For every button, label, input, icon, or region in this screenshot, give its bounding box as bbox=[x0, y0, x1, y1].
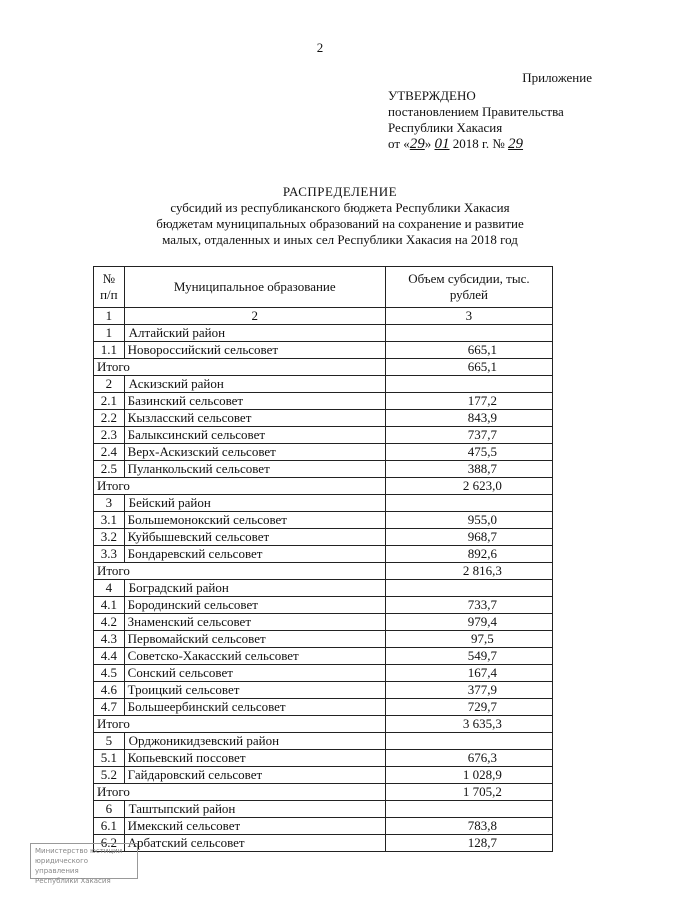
municipality-name: Копьевский поссовет bbox=[124, 750, 385, 767]
table-row bbox=[94, 597, 553, 614]
table-row bbox=[94, 682, 553, 699]
total-value: 1 705,2 bbox=[385, 784, 552, 801]
table-row bbox=[94, 835, 553, 852]
table-row bbox=[94, 410, 553, 427]
row-number: 4.4 bbox=[94, 648, 125, 665]
municipality-name: Базинский сельсовет bbox=[124, 393, 385, 410]
subsidy-value bbox=[385, 325, 552, 342]
table-row bbox=[94, 512, 553, 529]
approval-line-2: Республики Хакасия bbox=[388, 120, 503, 135]
subsidy-table bbox=[93, 266, 553, 852]
stamp-line-2: юридического управления bbox=[35, 857, 89, 875]
subsidy-value: 843,9 bbox=[385, 410, 552, 427]
column-number-row bbox=[94, 308, 553, 325]
municipality-name: Бородинский сельсовет bbox=[124, 597, 385, 614]
table-row bbox=[94, 818, 553, 835]
municipality-name: Балыксинский сельсовет bbox=[124, 427, 385, 444]
table-row bbox=[94, 631, 553, 648]
title-heading: РАСПРЕДЕЛЕНИЕ bbox=[282, 184, 398, 199]
total-label: Итого bbox=[94, 478, 386, 495]
subsidy-value: 549,7 bbox=[385, 648, 552, 665]
stamp-line-3: Республики Хакасия bbox=[35, 877, 111, 885]
table-row bbox=[94, 648, 553, 665]
subsidy-value: 665,1 bbox=[385, 342, 552, 359]
document-title bbox=[0, 184, 680, 248]
table-row bbox=[94, 614, 553, 631]
subsidy-value: 388,7 bbox=[385, 461, 552, 478]
date-day: 29 bbox=[409, 136, 425, 152]
total-row bbox=[94, 563, 553, 580]
total-value: 3 635,3 bbox=[385, 716, 552, 733]
row-number: 4.6 bbox=[94, 682, 125, 699]
subsidy-value: 377,9 bbox=[385, 682, 552, 699]
row-number: 4.1 bbox=[94, 597, 125, 614]
municipality-name: Куйбышевский сельсовет bbox=[124, 529, 385, 546]
row-number: 2.3 bbox=[94, 427, 125, 444]
table-row bbox=[94, 461, 553, 478]
subsidy-value: 783,8 bbox=[385, 818, 552, 835]
date-month: 01 bbox=[434, 136, 450, 152]
municipality-name: Верх-Аскизский сельсовет bbox=[124, 444, 385, 461]
stamp-line-1: Министерство юстиции bbox=[35, 847, 123, 855]
subsidy-value: 177,2 bbox=[385, 393, 552, 410]
total-row bbox=[94, 359, 553, 376]
municipality-name: Большеербинский сельсовет bbox=[124, 699, 385, 716]
municipality-name: Новороссийский сельсовет bbox=[124, 342, 385, 359]
municipality-name: Алтайский район bbox=[124, 325, 385, 342]
table-row bbox=[94, 546, 553, 563]
total-value: 2 623,0 bbox=[385, 478, 552, 495]
colnum-2: 2 bbox=[124, 308, 385, 325]
subsidy-value: 733,7 bbox=[385, 597, 552, 614]
subsidy-value: 475,5 bbox=[385, 444, 552, 461]
table-row bbox=[94, 767, 553, 784]
row-number: 1 bbox=[94, 325, 125, 342]
date-prefix: от « bbox=[388, 136, 410, 151]
row-number: 3 bbox=[94, 495, 125, 512]
colnum-1: 1 bbox=[94, 308, 125, 325]
table-row bbox=[94, 699, 553, 716]
title-line-1: субсидий из республиканского бюджета Республики Хакасия bbox=[170, 200, 510, 215]
row-number: 3.1 bbox=[94, 512, 125, 529]
table-row bbox=[94, 750, 553, 767]
municipality-name: Таштыпский район bbox=[124, 801, 385, 818]
date-sep: » bbox=[424, 136, 435, 151]
row-number: 6.2 bbox=[94, 835, 125, 852]
subsidy-value: 676,3 bbox=[385, 750, 552, 767]
subsidy-value bbox=[385, 495, 552, 512]
decree-number: 29 bbox=[508, 136, 524, 152]
table-row bbox=[94, 427, 553, 444]
municipality-name: Орджоникидзевский район bbox=[124, 733, 385, 750]
subsidy-value: 128,7 bbox=[385, 835, 552, 852]
table-row bbox=[94, 444, 553, 461]
table-row bbox=[94, 393, 553, 410]
subsidy-value: 979,4 bbox=[385, 614, 552, 631]
subsidy-value bbox=[385, 801, 552, 818]
row-number: 2.5 bbox=[94, 461, 125, 478]
municipality-name: Сонский сельсовет bbox=[124, 665, 385, 682]
municipality-name: Аскизский район bbox=[124, 376, 385, 393]
row-number: 6 bbox=[94, 801, 125, 818]
municipality-name: Большемонокский сельсовет bbox=[124, 512, 385, 529]
row-number: 4 bbox=[94, 580, 125, 597]
subsidy-value: 968,7 bbox=[385, 529, 552, 546]
header-no: № п/п bbox=[94, 267, 125, 308]
municipality-name: Троицкий сельсовет bbox=[124, 682, 385, 699]
row-number: 3.3 bbox=[94, 546, 125, 563]
row-number: 4.3 bbox=[94, 631, 125, 648]
row-number: 4.7 bbox=[94, 699, 125, 716]
total-row bbox=[94, 716, 553, 733]
approved-label: УТВЕРЖДЕНО bbox=[388, 88, 476, 103]
subsidy-value: 97,5 bbox=[385, 631, 552, 648]
appendix-label: Приложение bbox=[522, 70, 592, 85]
header-value: Объем субсидии, тыс. рублей bbox=[385, 267, 552, 308]
row-number: 2.1 bbox=[94, 393, 125, 410]
total-label: Итого bbox=[94, 359, 386, 376]
colnum-3: 3 bbox=[385, 308, 552, 325]
table-row bbox=[94, 342, 553, 359]
subsidy-value: 955,0 bbox=[385, 512, 552, 529]
subsidy-value: 892,6 bbox=[385, 546, 552, 563]
district-row bbox=[94, 376, 553, 393]
district-row bbox=[94, 325, 553, 342]
title-line-2: бюджетам муниципальных образований на сохранение и развитие bbox=[156, 216, 524, 231]
row-number: 3.2 bbox=[94, 529, 125, 546]
municipality-name: Пуланкольский сельсовет bbox=[124, 461, 385, 478]
municipality-name: Бондаревский сельсовет bbox=[124, 546, 385, 563]
municipality-name: Знаменский сельсовет bbox=[124, 614, 385, 631]
subsidy-value bbox=[385, 376, 552, 393]
municipality-name: Боградский район bbox=[124, 580, 385, 597]
registration-stamp bbox=[30, 843, 138, 885]
municipality-name: Имекский сельсовет bbox=[124, 818, 385, 835]
district-row bbox=[94, 801, 553, 818]
row-number: 5.1 bbox=[94, 750, 125, 767]
row-number: 4.5 bbox=[94, 665, 125, 682]
row-number: 2.2 bbox=[94, 410, 125, 427]
approval-date-line bbox=[388, 136, 564, 152]
total-label: Итого bbox=[94, 716, 386, 733]
total-value: 665,1 bbox=[385, 359, 552, 376]
date-year: 2018 г. № bbox=[449, 136, 509, 151]
page-number: 2 bbox=[316, 40, 324, 55]
municipality-name: Кызласский сельсовет bbox=[124, 410, 385, 427]
row-number: 5 bbox=[94, 733, 125, 750]
municipality-name: Гайдаровский сельсовет bbox=[124, 767, 385, 784]
total-value: 2 816,3 bbox=[385, 563, 552, 580]
table-row bbox=[94, 529, 553, 546]
title-line-3: малых, отдаленных и иных сел Республики Хакасия на 2018 год bbox=[162, 232, 518, 247]
municipality-name: Советско-Хакасский сельсовет bbox=[124, 648, 385, 665]
municipality-name: Арбатский сельсовет bbox=[124, 835, 385, 852]
total-label: Итого bbox=[94, 563, 386, 580]
municipality-name: Бейский район bbox=[124, 495, 385, 512]
subsidy-value: 729,7 bbox=[385, 699, 552, 716]
header-name: Муниципальное образование bbox=[124, 267, 385, 308]
subsidy-value: 167,4 bbox=[385, 665, 552, 682]
total-row bbox=[94, 478, 553, 495]
table-header-row bbox=[94, 267, 553, 308]
row-number: 4.2 bbox=[94, 614, 125, 631]
subsidy-value: 1 028,9 bbox=[385, 767, 552, 784]
district-row bbox=[94, 580, 553, 597]
row-number: 6.1 bbox=[94, 818, 125, 835]
subsidy-value bbox=[385, 733, 552, 750]
subsidy-value: 737,7 bbox=[385, 427, 552, 444]
total-row bbox=[94, 784, 553, 801]
subsidy-value bbox=[385, 580, 552, 597]
row-number: 2 bbox=[94, 376, 125, 393]
row-number: 2.4 bbox=[94, 444, 125, 461]
municipality-name: Первомайский сельсовет bbox=[124, 631, 385, 648]
total-label: Итого bbox=[94, 784, 386, 801]
approval-block bbox=[388, 88, 564, 152]
district-row bbox=[94, 495, 553, 512]
district-row bbox=[94, 733, 553, 750]
table-row bbox=[94, 665, 553, 682]
row-number: 1.1 bbox=[94, 342, 125, 359]
row-number: 5.2 bbox=[94, 767, 125, 784]
approval-line-1: постановлением Правительства bbox=[388, 104, 564, 119]
